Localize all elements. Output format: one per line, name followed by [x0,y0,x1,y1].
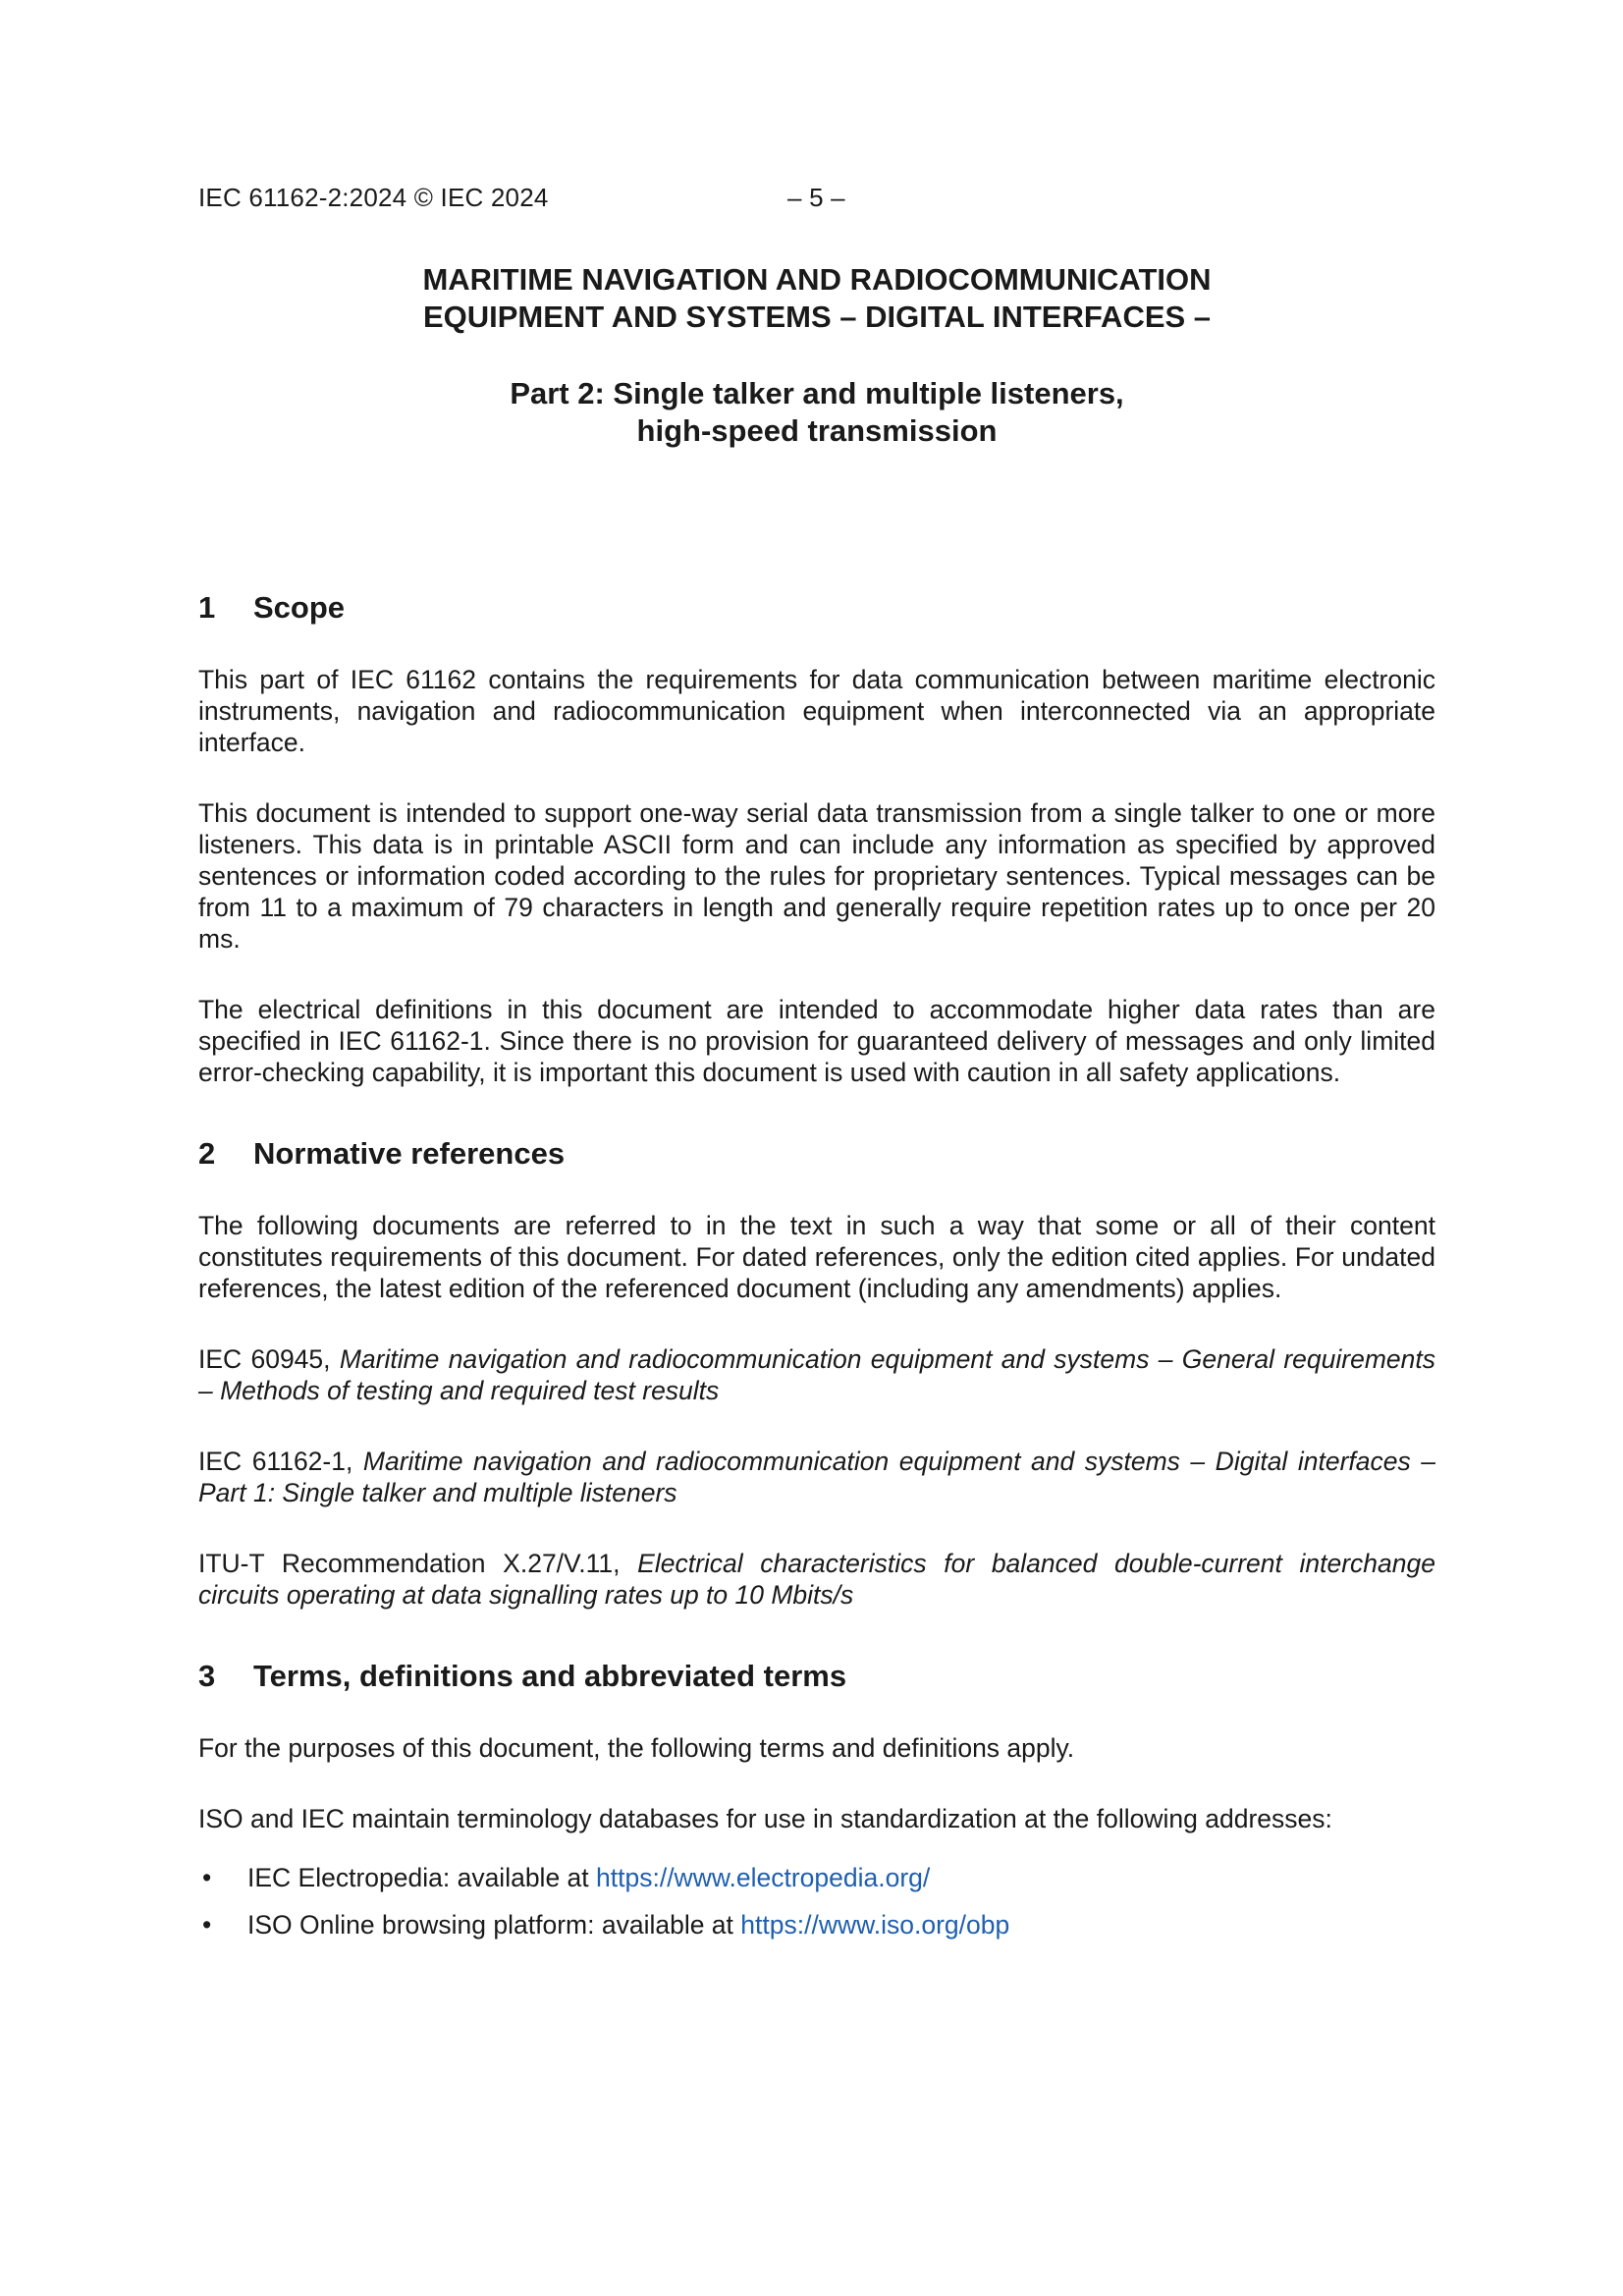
scope-paragraph-3: The electrical definitions in this document are intended to accommodate higher data rates than are specified in IEC 61162-1. Since there is no provision for guaranteed delivery of messages and only limited error-checking capability, it is important this document is used with caution in all safety applications. [198,995,1435,1087]
title-line-2: EQUIPMENT AND SYSTEMS – DIGITAL INTERFACES – [422,300,1212,334]
terms-paragraph-2: ISO and IEC maintain terminology databases for use in standardization at the following addresses: [198,1804,1332,1833]
iso-obp-link[interactable]: https://www.iso.org/obp [740,1910,1010,1940]
section-title: Terms, definitions and abbreviated terms [253,1659,847,1693]
running-header [198,183,845,213]
list-item [198,1862,1435,1893]
document-identifier: IEC 61162-2:2024 © IEC 2024 [198,183,549,212]
list-item [198,1909,1435,1941]
reference-title: Electrical characteristics for balanced double-current interchange circuits operating at data signalling rates up to 10 Mbits/s [198,1549,1436,1610]
electropedia-link[interactable]: https://www.electropedia.org/ [596,1863,931,1892]
scope-paragraph-2: This document is intended to support one-way serial data transmission from a single talker to one or more listeners. This data is in printable ASCII form and can include any information as specified by approved sentences or information coded according to the rules for proprietary sentences. Typical messages can be from 11 to a maximum of 79 characters in length and generally require repetition rates up to once per 20 ms. [198,798,1435,954]
section-heading-scope [198,589,1435,627]
document-body [198,589,1435,1956]
reference-code: IEC 61162-1, [198,1447,363,1476]
reference-title: Maritime navigation and radiocommunication equipment and systems – General requirements – Methods of testing and required test results [198,1344,1435,1405]
reference-entry [198,1548,1435,1611]
section-title: Normative references [253,1136,566,1171]
list-item-label: IEC Electropedia: available at [247,1863,597,1892]
bullet-icon: • [202,1863,212,1892]
section-title: Scope [253,590,346,625]
terminology-database-list [198,1862,1435,1941]
reference-entry [198,1343,1435,1406]
title-line-1: MARITIME NAVIGATION AND RADIOCOMMUNICATION [422,262,1212,297]
section-number: 2 [198,1136,216,1171]
reference-code: ITU-T Recommendation X.27/V.11, [198,1549,638,1578]
terms-paragraph-1: For the purposes of this document, the following terms and definitions apply. [198,1733,1075,1763]
document-title [198,261,1435,450]
reference-code: IEC 60945, [198,1344,340,1374]
page-number: – 5 – [787,183,845,212]
section-heading-normative-references [198,1135,1435,1173]
section-number: 1 [198,590,216,625]
section-number: 3 [198,1659,216,1693]
list-item-text [247,1862,930,1893]
part-title-line-2: high-speed transmission [636,413,998,448]
reference-title: Maritime navigation and radiocommunication equipment and systems – Digital interfaces – Part 1: Single talker and multiple listeners [198,1447,1435,1507]
list-item-label: ISO Online browsing platform: available at [247,1910,741,1940]
bullet-icon: • [202,1910,212,1940]
normative-intro-paragraph: The following documents are referred to in the text in such a way that some or all of their content constitutes requirements of this document. For dated references, only the edition cited applies. For undated references, the latest edition of the referenced document (including any amendments) applies. [198,1211,1435,1303]
reference-entry [198,1446,1435,1508]
scope-paragraph-1: This part of IEC 61162 contains the requirements for data communication between maritime electronic instruments, navigation and radiocommunication equipment when interconnected via an appropriate interface. [198,665,1435,757]
section-heading-terms [198,1658,1435,1695]
list-item-text [247,1909,1009,1941]
part-title-line-1: Part 2: Single talker and multiple listeners, [510,376,1124,410]
